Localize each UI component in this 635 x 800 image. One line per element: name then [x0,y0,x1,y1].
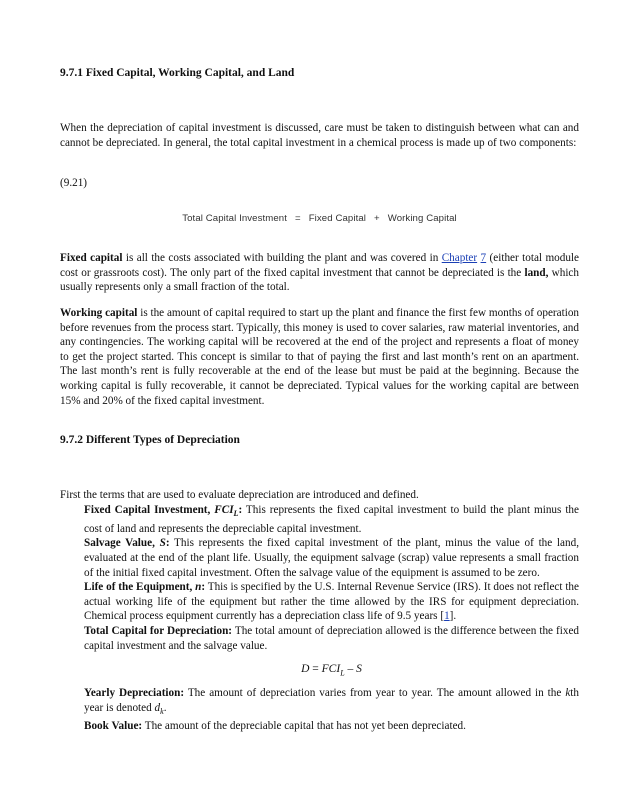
definition-fixed-capital-investment [84,503,579,536]
equation-plus: + [374,213,380,224]
yearly-d-subscript: k [160,706,164,716]
reference-link-1[interactable]: 1 [444,610,450,623]
book-value-term: Book Value: [84,720,143,733]
total-capital-term: Total Capital for Depreciation: [84,624,233,637]
section-heading-9-7-1: 9.7.1 Fixed Capital, Working Capital, and Land [60,67,295,79]
equation-term-working: Working Capital [387,213,457,224]
section-heading-9-7-2: 9.7.2 Different Types of Depreciation [60,434,240,446]
land-term: land, [524,266,549,279]
life-symbol: n [195,581,202,594]
equation-number: (9.21) [60,177,88,189]
yearly-end: . [163,701,167,714]
yearly-text-2: th year is denoted [84,687,579,714]
chapter-link[interactable]: Chapter [441,252,478,264]
fixed-capital-text-3: which usually represents only a small fraction of the total. [60,266,579,294]
definition-yearly-depreciation [84,686,579,719]
chapter-number-link[interactable]: 7 [480,252,487,264]
ref-open-bracket: [ [440,610,445,623]
total-capital-text: The total amount of depreciation allowed is the difference between the fixed capital investment and the salvage value. [84,624,579,652]
equation-equals: = [295,213,301,224]
yearly-d: d [154,701,161,714]
yearly-depreciation-term: Yearly Depreciation: [84,687,185,700]
salvage-term: Salvage Value, [84,537,160,550]
intro-paragraph: When the depreciation of capital investment is discussed, care must be taken to distinguish between what can and cannot be depreciated. In general, the total capital investment in a chemical process is made up of two components: [60,122,579,149]
fixed-capital-text-1: is all the costs associated with building the plant and was covered in [122,252,442,264]
eq-fci: FCI [321,663,341,676]
equation-term-fixed: Fixed Capital [308,213,367,224]
definition-salvage-value [84,536,579,580]
definition-book-value [84,719,579,734]
working-capital-term: Working capital [60,307,138,319]
yearly-k: k [565,687,571,700]
definition-life-of-equipment [84,580,579,624]
depreciation-intro: First the terms that are used to evaluate depreciation are introduced and defined. [60,489,419,501]
equation-lhs: Total Capital Investment [182,213,288,224]
eq-minus: – [344,663,357,676]
fixed-capital-text-2: (either total module cost or grassroots cost). The only part of the fixed capital investment that cannot be depreciated is the [60,252,579,279]
ref-close-bracket: ]. [449,610,457,623]
eq-equals: = [309,663,322,676]
salvage-symbol: S [159,537,166,550]
eq-fci-subscript: L [340,668,345,678]
salvage-text: This represents the fixed capital investment of the plant, minus the value of the land, evaluated at the end of the plant life. Usually, the equipment salvage (scrap) value represents a small fraction of the initial fixed capital investment. Often the salvage value of the equipment is assumed to be zero. [84,537,579,579]
yearly-text-1: The amount of depreciation varies from year to year. The amount allowed in the [184,687,566,700]
eq-s: S [356,663,362,676]
fci-subscript: L [233,509,239,519]
definitions-list [84,503,579,734]
fci-text: This represents the fixed capital investment to build the plant minus the cost of land and represents the depreciable capital investment. [84,504,579,535]
capital-investment-equation [60,213,579,224]
depreciation-equation [84,662,579,681]
life-term: Life of the Equipment, [84,581,196,594]
salvage-colon: : [165,537,170,550]
working-capital-text: is the amount of capital required to start up the plant and finance the first few months of operation before revenues from the process start. Typically, this money is used to cover salaries, raw material inventories, and any contingencies. The working capital will be recovered at the end of the project and represents a float of money to get the project started. This concept is similar to that of paying the first and last month’s rent on an apartment. The last month’s rent is fully recoverable at the end of the lease but must be paid at the beginning. Because the working capital is fully recoverable, it cannot be depreciated. Typical values for the working capital are between 15% and 20% of the fixed capital investment. [60,307,580,407]
life-colon: : [201,581,206,594]
working-capital-paragraph [60,306,579,408]
fixed-capital-paragraph [60,251,579,295]
life-text: This is specified by the U.S. Internal Revenue Service (IRS). It does not reflect the actual working life of the equipment but rather the time allowed by the IRS for equipment depreciation. Chemical process equipment currently has a depreciation class life of 9.5 years [84,581,579,623]
definition-total-capital-for-depreciation [84,624,579,653]
fci-colon: : [238,504,243,516]
fci-symbol: FCI [214,504,234,516]
fci-term: Fixed Capital Investment, [84,504,215,516]
book-value-text: The amount of the depreciable capital that has not yet been depreciated. [142,720,466,733]
eq-d: D [301,663,310,676]
fixed-capital-term: Fixed capital [60,252,123,264]
